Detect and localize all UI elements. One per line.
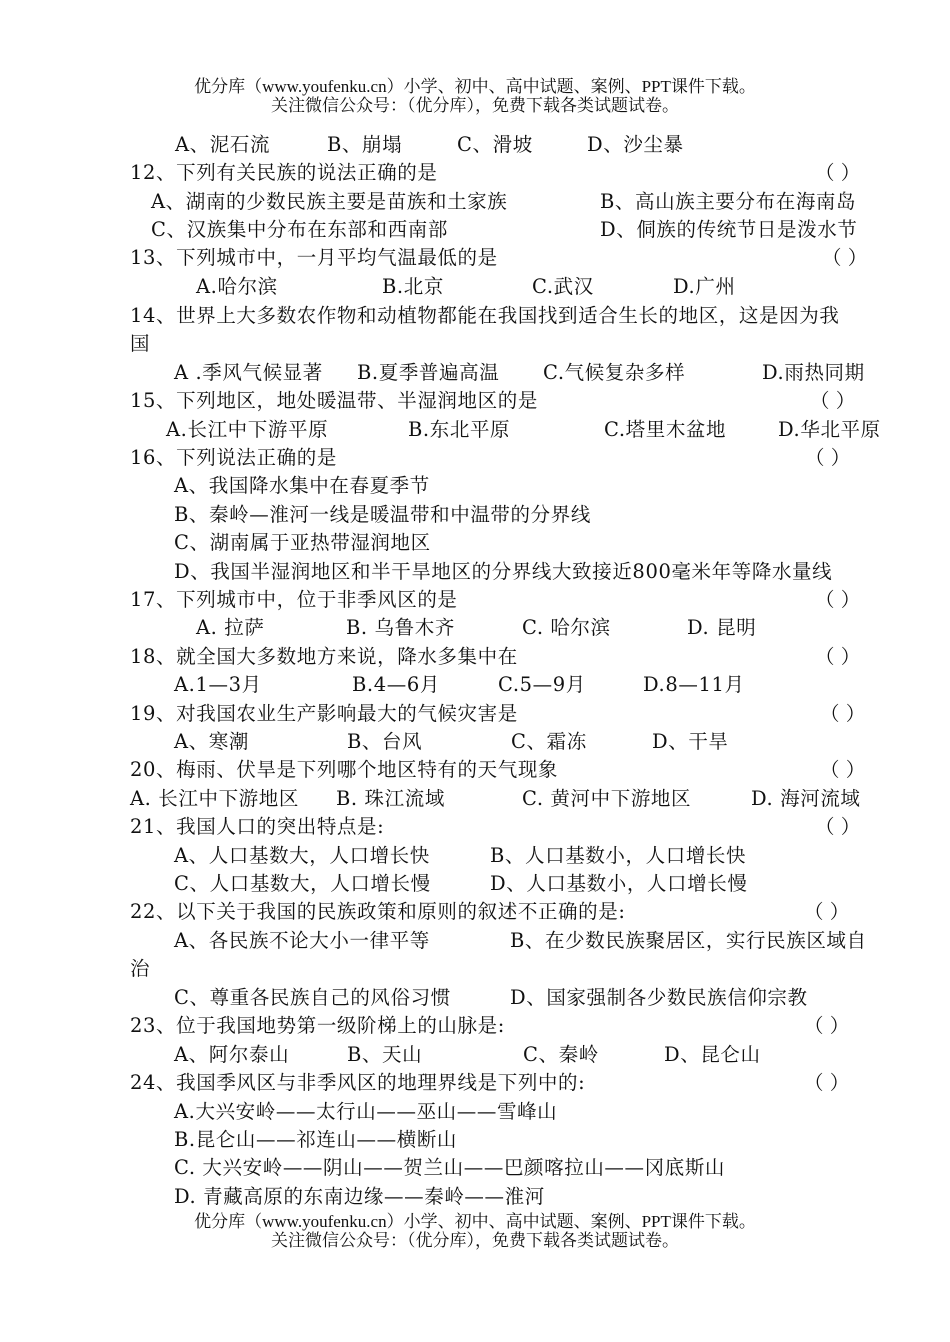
q23-answer-paren: （ ） — [804, 1014, 850, 1037]
q13-option-c: C.武汉 — [532, 275, 594, 298]
q21-option-c: C、人口基数大，人口增长慢 — [174, 872, 431, 895]
q16-stem-line — [130, 445, 900, 471]
q17-stem: 17、下列城市中，位于非季风区的是 — [130, 588, 458, 611]
q23-option-d: D、昆仑山 — [664, 1043, 761, 1066]
q22-stem: 22、以下关于我国的民族政策和原则的叙述不正确的是: — [130, 900, 626, 923]
q14-option-a: A .季风气候显著 — [174, 361, 323, 384]
q22-answer-paren: （ ） — [804, 900, 850, 923]
q21-option-d: D、人口基数小，人口增长慢 — [490, 872, 748, 895]
q20-option-b: B. 珠江流域 — [336, 787, 445, 810]
q24-option-c: C. 大兴安岭——阴山——贺兰山——巴颜喀拉山——冈底斯山 — [174, 1156, 726, 1179]
q20-option-a: A. 长江中下游地区 — [130, 787, 299, 810]
q19-answer-paren: （ ） — [820, 702, 866, 725]
q23-option-a: A、阿尔泰山 — [174, 1043, 290, 1066]
q16-stem: 16、下列说法正确的是 — [130, 446, 337, 469]
q15-option-d: D.华北平原 — [778, 418, 881, 441]
q19-stem-line — [130, 701, 900, 727]
q13-answer-paren: （ ） — [822, 246, 868, 269]
q16-option-a: A、我国降水集中在春夏季节 — [174, 474, 430, 497]
q24-stem-line — [130, 1070, 900, 1096]
q12-stem: 12、下列有关民族的说法正确的是 — [130, 161, 438, 184]
q11-option-d: D、沙尘暴 — [587, 133, 684, 156]
header-line-1: 优分库（www.youfenku.cn）小学、初中、高中试题、案例、PPT课件下载。 — [194, 77, 756, 96]
header-banner — [0, 77, 950, 115]
q19-option-b: B、台风 — [347, 730, 423, 753]
q15-option-c: C.塔里木盆地 — [604, 418, 727, 441]
q24-stem: 24、我国季风区与非季风区的地理界线是下列中的: — [130, 1071, 586, 1094]
q14-stem-continued: 国 — [130, 332, 151, 355]
q21-stem-line — [130, 814, 900, 840]
q16-option-b: B、秦岭—淮河一线是暖温带和中温带的分界线 — [174, 503, 591, 526]
q15-option-a: A.长江中下游平原 — [166, 418, 329, 441]
q17-answer-paren: （ ） — [815, 588, 861, 611]
q22-option-b: B、在少数民族聚居区，实行民族区域自 — [510, 929, 867, 952]
q15-stem-line — [130, 388, 900, 414]
q16-option-c: C、湖南属于亚热带湿润地区 — [174, 531, 431, 554]
q17-option-b: B. 乌鲁木齐 — [346, 616, 455, 639]
q12-stem-line — [130, 160, 900, 186]
q20-option-c: C. 黄河中下游地区 — [522, 787, 692, 810]
q21-option-b: B、人口基数小，人口增长快 — [490, 844, 747, 867]
q18-option-a: A.1—3月 — [174, 673, 262, 696]
q22-stem-line — [130, 899, 900, 925]
q18-stem: 18、就全国大多数地方来说，降水多集中在 — [130, 645, 518, 668]
q20-option-d: D. 海河流域 — [751, 787, 861, 810]
q19-option-c: C、霜冻 — [511, 730, 587, 753]
q14-option-c: C.气候复杂多样 — [543, 361, 686, 384]
q18-stem-line — [130, 644, 900, 670]
q19-stem: 19、对我国农业生产影响最大的气候灾害是 — [130, 702, 518, 725]
q11-option-c: C、滑坡 — [457, 133, 533, 156]
q15-answer-paren: （ ） — [810, 389, 856, 412]
q22-option-a: A、各民族不论大小一律平等 — [174, 929, 430, 952]
q23-option-b: B、天山 — [347, 1043, 423, 1066]
q19-option-d: D、干旱 — [652, 730, 729, 753]
q23-stem: 23、位于我国地势第一级阶梯上的山脉是: — [130, 1014, 505, 1037]
q12-option-c: C、汉族集中分布在东部和西南部 — [151, 218, 448, 241]
q19-option-a: A、寒潮 — [174, 730, 249, 753]
q14-stem-line-2 — [130, 331, 150, 357]
footer-line-1: 优分库（www.youfenku.cn）小学、初中、高中试题、案例、PPT课件下载。 — [194, 1212, 756, 1231]
q22-option-b-continued: 治 — [130, 957, 151, 980]
q21-stem: 21、我国人口的突出特点是: — [130, 815, 385, 838]
header-line-2: 关注微信公众号：（优分库），免费下载各类试题试卷。 — [271, 96, 679, 115]
q12-answer-paren: （ ） — [815, 161, 861, 184]
q13-option-a: A.哈尔滨 — [196, 275, 278, 298]
q15-stem: 15、下列地区，地处暖温带、半湿润地区的是 — [130, 389, 538, 412]
q18-option-b: B.4—6月 — [352, 673, 440, 696]
q21-option-a: A、人口基数大，人口增长快 — [174, 844, 430, 867]
q12-option-d: D、侗族的传统节日是泼水节 — [600, 218, 858, 241]
q13-stem-line — [130, 245, 900, 271]
q18-option-d: D.8—11月 — [643, 673, 745, 696]
q15-option-b: B.东北平原 — [408, 418, 511, 441]
q23-stem-line — [130, 1013, 900, 1039]
q16-option-d: D、我国半湿润地区和半干旱地区的分界线大致接近800毫米年等降水量线 — [174, 560, 833, 583]
q22-option-d: D、国家强制各少数民族信仰宗教 — [510, 986, 808, 1009]
q18-option-c: C.5—9月 — [498, 673, 586, 696]
q21-answer-paren: （ ） — [815, 815, 861, 838]
q14-stem: 14、世界上大多数农作物和动植物都能在我国找到适合生长的地区，这是因为我 — [130, 304, 840, 327]
q14-option-d: D.雨热同期 — [762, 361, 865, 384]
q12-option-a: A、湖南的少数民族主要是苗族和土家族 — [151, 190, 508, 213]
q14-stem-line — [130, 303, 839, 329]
q17-option-c: C. 哈尔滨 — [522, 616, 611, 639]
q24-answer-paren: （ ） — [804, 1071, 850, 1094]
q16-answer-paren: （ ） — [805, 446, 851, 469]
q17-option-d: D. 昆明 — [687, 616, 757, 639]
q13-option-b: B.北京 — [382, 275, 444, 298]
q11-option-a: A、泥石流 — [175, 133, 271, 156]
q12-option-b: B、高山族主要分布在海南岛 — [600, 190, 857, 213]
q23-option-c: C、秦岭 — [523, 1043, 599, 1066]
q13-stem: 13、下列城市中，一月平均气温最低的是 — [130, 246, 498, 269]
q22-option-c: C、尊重各民族自己的风俗习惯 — [174, 986, 451, 1009]
q14-option-b: B.夏季普遍高温 — [357, 361, 500, 384]
q18-answer-paren: （ ） — [815, 645, 861, 668]
q17-option-a: A. 拉萨 — [196, 616, 265, 639]
q24-option-b: B.昆仑山——祁连山——横断山 — [174, 1128, 458, 1151]
q20-stem-line — [130, 757, 900, 783]
q24-option-d: D. 青藏高原的东南边缘——秦岭——淮河 — [174, 1185, 545, 1208]
q20-answer-paren: （ ） — [820, 758, 866, 781]
q24-option-a: A.大兴安岭——太行山——巫山——雪峰山 — [174, 1100, 558, 1123]
footer-line-2: 关注微信公众号：（优分库），免费下载各类试题试卷。 — [271, 1231, 679, 1250]
footer-banner — [0, 1212, 950, 1250]
q20-stem: 20、梅雨、伏旱是下列哪个地区特有的天气现象 — [130, 758, 559, 781]
q17-stem-line — [130, 587, 900, 613]
q13-option-d: D.广州 — [673, 275, 736, 298]
q11-option-b: B、崩塌 — [327, 133, 403, 156]
